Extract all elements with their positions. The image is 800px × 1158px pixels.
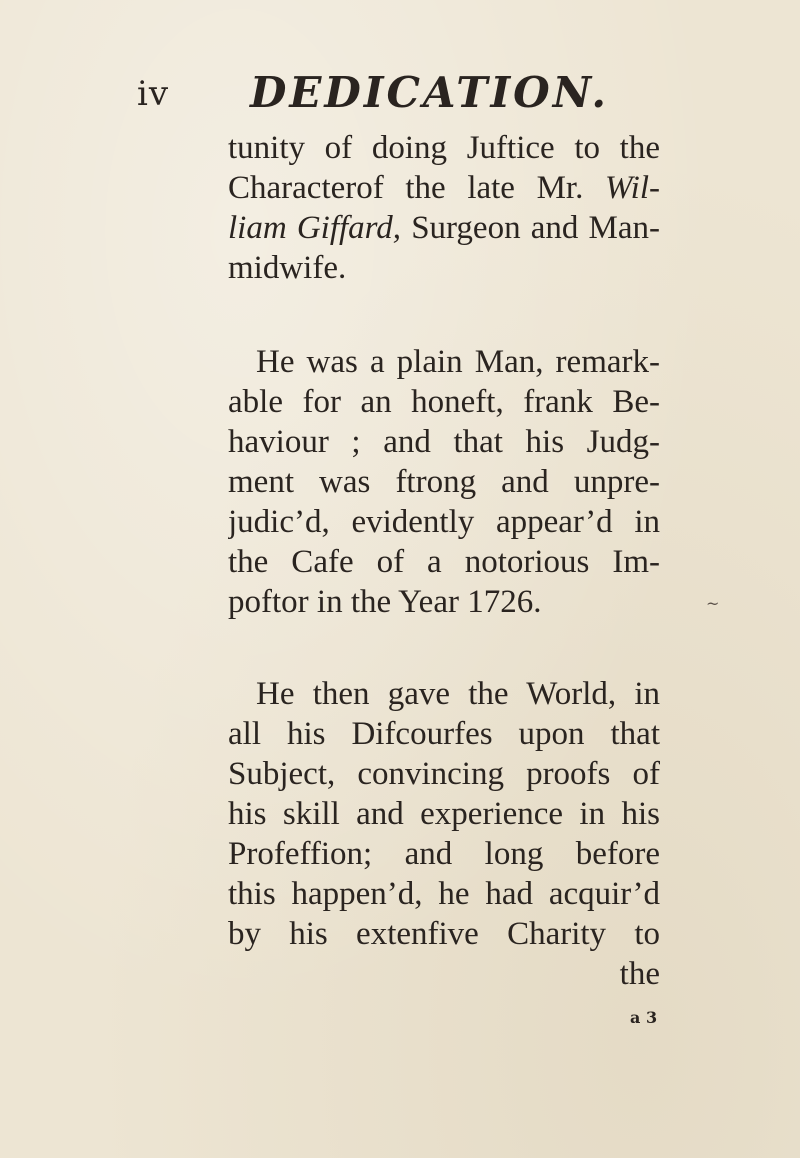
text-line: Subject, convincing proofs of xyxy=(228,756,660,792)
text-line: haviour ; and that his Judg- xyxy=(228,424,660,460)
text-line: the Cafe of a notorious Im- xyxy=(228,544,660,580)
text-segment: Surgeon and Man- xyxy=(411,210,660,246)
running-head: DEDICATION. xyxy=(250,68,610,117)
margin-mark: ~ xyxy=(706,594,720,613)
text-line: by his extenfive Charity to xyxy=(228,916,660,952)
text-line: able for an honeft, frank Be- xyxy=(228,384,660,420)
text-segment-italic: Wil- xyxy=(605,170,660,206)
text-line xyxy=(228,168,660,208)
text-line: judic’d, evidently appear’d in xyxy=(228,504,660,540)
text-line: He then gave the World, in xyxy=(256,676,660,712)
text-line: this happen’d, he had acquir’d xyxy=(228,876,660,912)
text-line: ment was ftrong and unpre- xyxy=(228,464,660,500)
page-number: iv xyxy=(137,74,170,114)
text-line: poftor in the Year 1726. xyxy=(228,584,542,620)
text-line: Profeffion; and long before xyxy=(228,836,660,872)
text-line: tunity of doing Juftice to the xyxy=(228,130,660,166)
text-line: his skill and experience in his xyxy=(228,796,660,832)
text-segment: Characterof the late Mr. xyxy=(228,170,584,206)
catchword: the xyxy=(619,956,660,992)
text-line: all his Difcourfes upon that xyxy=(228,716,660,752)
text-line xyxy=(228,208,660,248)
body-text xyxy=(228,128,660,994)
paragraph-gap xyxy=(228,288,660,342)
text-segment-italic: liam Giffard, xyxy=(228,210,402,246)
text-line: midwife. xyxy=(228,250,347,286)
paragraph-gap xyxy=(228,622,660,674)
signature-mark: a 3 xyxy=(630,1008,658,1027)
text-line: He was a plain Man, remark- xyxy=(256,344,660,380)
